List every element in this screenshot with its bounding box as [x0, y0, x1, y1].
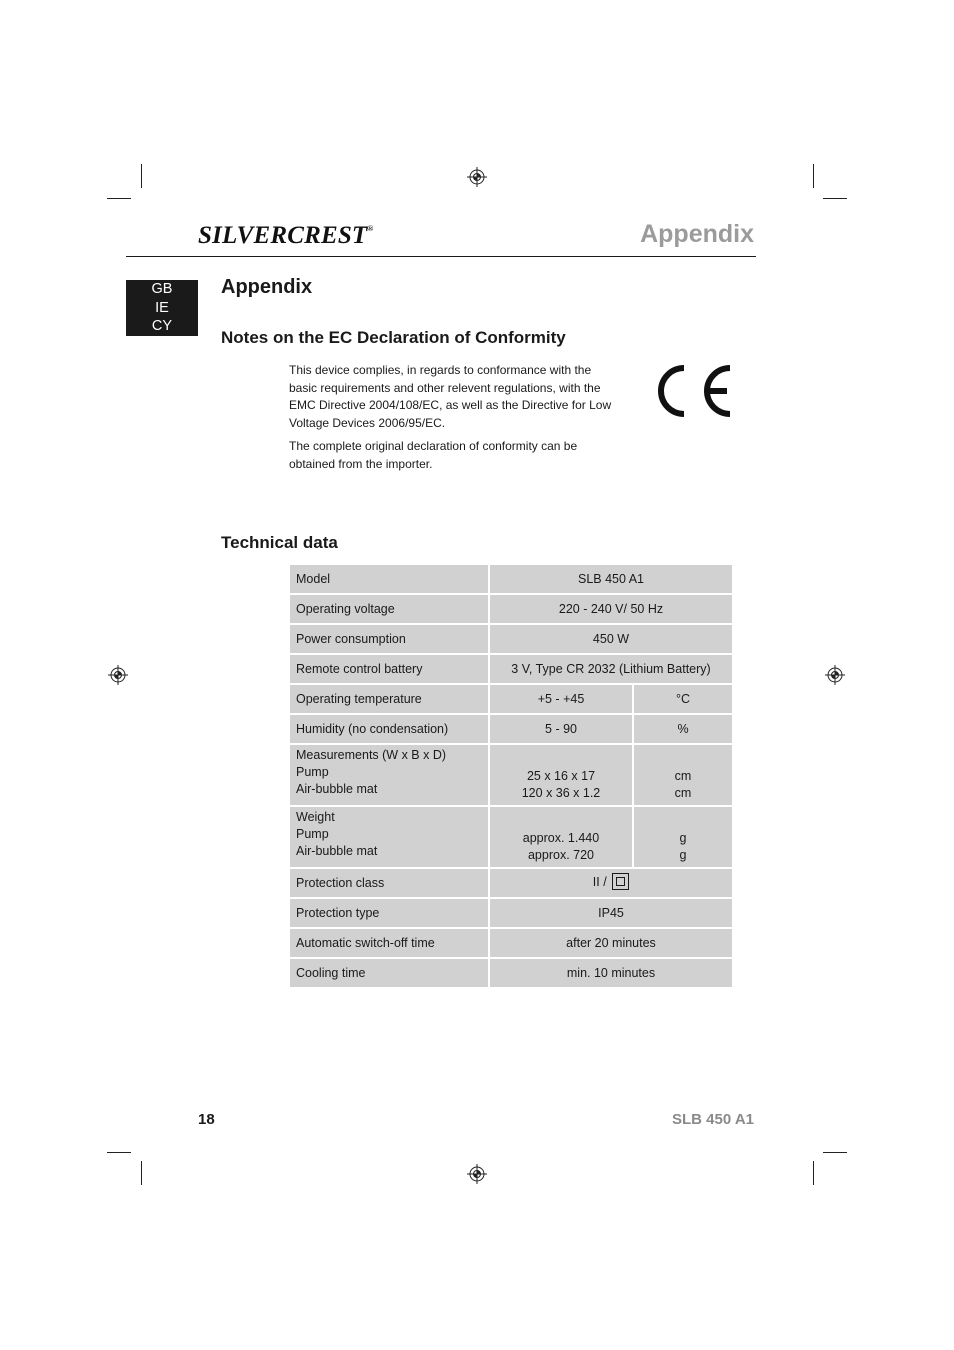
logo-part-2: CREST	[287, 222, 368, 249]
row-label: Automatic switch-off time	[290, 929, 490, 959]
ec-paragraph: The complete original declaration of conformity can be obtained from the importer.	[289, 439, 578, 471]
table-row	[290, 899, 732, 929]
crop-mark	[107, 1152, 131, 1153]
registration-mark-icon	[825, 665, 845, 685]
mat-unit: cm	[674, 786, 692, 800]
row-label: Operating temperature	[290, 685, 490, 715]
row-unit	[634, 807, 732, 869]
crop-mark	[823, 1152, 847, 1153]
logo-part-1: SILVER	[198, 222, 288, 249]
row-value: SLB 450 A1	[490, 565, 732, 595]
row-value: after 20 minutes	[490, 929, 732, 959]
pump-value: 25 x 16 x 17	[526, 769, 596, 783]
row-label: Protection type	[290, 899, 490, 929]
weight-label: Weight	[296, 810, 335, 824]
double-insulation-icon	[612, 873, 629, 890]
language-code: IE	[155, 299, 169, 316]
footer-model: SLB 450 A1	[672, 1111, 754, 1128]
pump-label: Pump	[296, 827, 329, 841]
row-label: Model	[290, 565, 490, 595]
row-unit: °C	[634, 685, 732, 715]
table-row	[290, 715, 732, 745]
table-row	[290, 745, 732, 807]
mat-value: 120 x 36 x 1.2	[521, 786, 601, 800]
logo-registered-mark: ®	[367, 224, 374, 233]
row-value: 3 V, Type CR 2032 (Lithium Battery)	[490, 655, 732, 685]
row-value: 450 W	[490, 625, 732, 655]
ce-mark-icon	[657, 364, 733, 418]
table-row	[290, 625, 732, 655]
row-label	[290, 745, 490, 807]
table-row	[290, 565, 732, 595]
row-label	[290, 807, 490, 869]
ec-declaration-heading: Notes on the EC Declaration of Conformity	[221, 328, 566, 347]
mat-unit: g	[679, 848, 687, 862]
technical-data-table	[290, 565, 732, 989]
row-label: Operating voltage	[290, 595, 490, 625]
row-value: min. 10 minutes	[490, 959, 732, 989]
technical-data-heading: Technical data	[221, 533, 338, 552]
registration-mark-icon	[467, 167, 487, 187]
row-label: Power consumption	[290, 625, 490, 655]
row-value: IP45	[490, 899, 732, 929]
row-label: Cooling time	[290, 959, 490, 989]
table-row	[290, 595, 732, 625]
pump-unit: g	[679, 831, 687, 845]
row-value	[490, 869, 732, 899]
mat-label: Air-bubble mat	[296, 782, 378, 796]
row-value: 220 - 240 V/ 50 Hz	[490, 595, 732, 625]
table-row	[290, 869, 732, 899]
registration-mark-icon	[108, 665, 128, 685]
page-number: 18	[198, 1111, 215, 1128]
header-title: Appendix	[640, 220, 754, 248]
row-value	[490, 745, 634, 807]
section-title: Appendix	[221, 276, 313, 298]
row-unit: %	[634, 715, 732, 745]
row-unit	[634, 745, 732, 807]
table-row	[290, 685, 732, 715]
table-row	[290, 959, 732, 989]
row-value: +5 - +45	[490, 685, 634, 715]
measurements-label: Measurements (W x B x D)	[296, 748, 447, 762]
protection-class-value: II /	[592, 875, 607, 890]
pump-unit: cm	[674, 769, 692, 783]
header-divider	[126, 256, 756, 257]
registration-mark-icon	[467, 1164, 487, 1184]
language-tab	[126, 280, 198, 336]
crop-mark	[823, 198, 847, 199]
ec-paragraph: This device complies, in regards to conformance with the basic requirements and other relevent regulations, with the EMC Directive 2004/108/EC, as well as the Directive for Low Voltage Devices 2006/95/EC.	[289, 363, 612, 430]
language-code: CY	[151, 318, 173, 334]
crop-mark	[107, 198, 131, 199]
row-label: Protection class	[290, 869, 490, 899]
brand-logo	[198, 222, 374, 252]
row-value: 5 - 90	[490, 715, 634, 745]
table-row	[290, 929, 732, 959]
row-label: Remote control battery	[290, 655, 490, 685]
crop-mark	[141, 164, 142, 188]
mat-value: approx. 720	[527, 848, 595, 862]
crop-mark	[813, 1161, 814, 1185]
table-row	[290, 655, 732, 685]
language-code: GB	[151, 281, 173, 297]
row-value	[490, 807, 634, 869]
crop-mark	[141, 1161, 142, 1185]
mat-label: Air-bubble mat	[296, 844, 378, 858]
row-label: Humidity (no condensation)	[290, 715, 490, 745]
crop-mark	[813, 164, 814, 188]
pump-label: Pump	[296, 765, 329, 779]
pump-value: approx. 1.440	[522, 831, 600, 845]
table-row	[290, 807, 732, 869]
